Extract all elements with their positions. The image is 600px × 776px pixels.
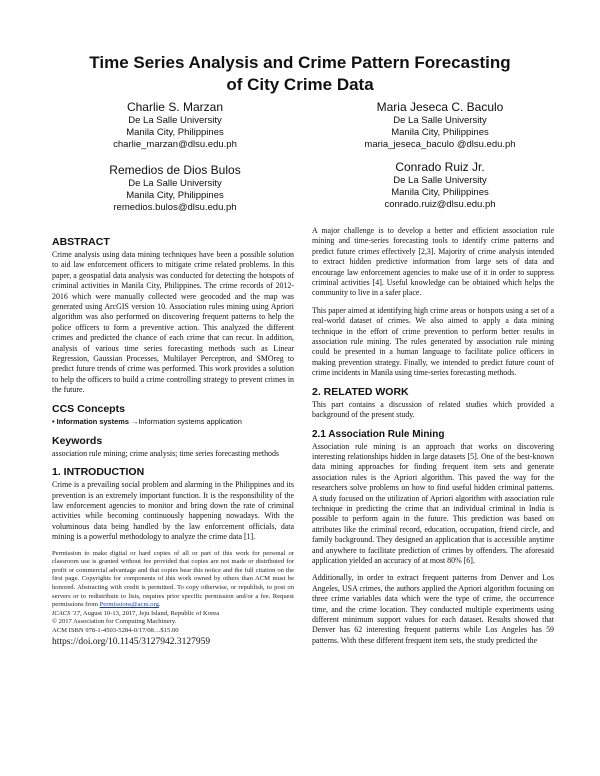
author-name: Remedios de Dios Bulos <box>109 163 241 177</box>
author-affiliation: De La Salle University <box>393 175 487 186</box>
conference-name: ICACS '17 <box>52 609 80 617</box>
author-affiliation: De La Salle University <box>128 115 222 126</box>
permission-notice <box>52 550 294 636</box>
author-email: maria_jeseca_baculo @dlsu.edu.ph <box>364 139 516 150</box>
abstract-heading: ABSTRACT <box>52 236 110 248</box>
ccs-heading: CCS Concepts <box>52 402 125 415</box>
intro-text: Crime is a prevailing social problem and alarming in the Philippines and its prevention is an extremely important function. It is the responsibility of the law enforcement agencies to monitor and bring down the rate of criminal activities while becoming continuously happening nowadays. With the voluminous data being handled by the law enforcement officials, data mining is a powerful methodology to analyze the crime data [1]. <box>52 480 294 542</box>
author-affiliation: De La Salle University <box>128 178 222 189</box>
author-city: Manila City, Philippines <box>126 190 224 201</box>
paragraph: Additionally, in order to extract frequent patterns from Denver and Los Angeles, USA crimes, the authors applied the Apriori algorithm focusing on three crime variables data which were the type of crime, the occurrence time, and the crime location. They conducted multiple experiments using different minimum support values for each dataset. Results showed that Denver has 62 interesting frequent patterns while Los Angeles has 59 patterns. With these different frequent item sets, the study predicted the <box>312 573 554 645</box>
intro-heading: 1. INTRODUCTION <box>52 466 145 479</box>
left-column <box>52 236 294 648</box>
author-email: conrado.ruiz@dlsu.edu.ph <box>384 199 496 210</box>
author-email: charlie_marzan@dlsu.edu.ph <box>113 139 237 150</box>
permissions-email-link[interactable]: Permissions@acm.org <box>99 601 159 609</box>
association-rule-heading: 2.1 Association Rule Mining <box>312 428 445 440</box>
paragraph: A major challenge is to develop a better and efficient association rule mining and time-series forecasting tools to identify crime patterns and predict future crimes effectively [2,3]. Majority of crime analysis intended to extract hidden predictive information from large sets of data and encourage law enforcement agencies to make use of it in order to suppress criminal activities [4]. Useful knowledge can be obtained which helps the community to live in a safer place. <box>312 226 554 298</box>
author-name: Maria Jeseca C. Baculo <box>376 100 504 114</box>
author-name: Conrado Ruiz Jr. <box>395 160 485 174</box>
copyright-line: © 2017 Association for Computing Machinery. <box>52 618 177 626</box>
ccs-bold: • Information systems <box>52 416 129 426</box>
ccs-rest: →Information systems application <box>128 416 242 426</box>
author-block-2 <box>325 100 555 151</box>
author-block-3 <box>60 163 290 214</box>
keywords-heading: Keywords <box>52 434 103 447</box>
author-name: Charlie S. Marzan <box>126 100 224 114</box>
right-column <box>312 226 554 653</box>
related-work-heading: 2. RELATED WORK <box>312 385 409 398</box>
author-affiliation: De La Salle University <box>393 115 487 126</box>
paragraph: This part contains a discussion of related studies which provided a background of the present study. <box>312 399 554 420</box>
abstract-text: Crime analysis using data mining techniques have been a possible solution to aid law enforcement officers to mitigate crime related problems. In this paper, a geospatial data analysis was conducted for detecting the hotspots of criminal activities in Manila City, Philippines. The crime records of 2012-2016 which were manually collected were geocoded and the map was generated using ArcGIS version 10. Association rules mining using Apriori algorithm was also performed on discovering frequent patterns to help the police officers to form a preventive action. This analyzed the different crimes and predicted the chance of each crime that can recur. In addition, analysis of various time series forecasting methods such as Linear Regression, Gaussian Processes, Multilayer Perceptron, and SMOreg to predict future trends of crime was performed. This work provides a solution to help the officers to build a crime controlling strategy to prevent crimes in the future. <box>52 250 294 395</box>
ccs-concepts <box>52 417 294 427</box>
author-email: remedios.bulos@dlsu.edu.ph <box>113 202 237 213</box>
title-line-1: Time Series Analysis and Crime Pattern Forecasting <box>89 53 511 72</box>
author-city: Manila City, Philippines <box>391 187 489 198</box>
title-line-2: of City Crime Data <box>226 75 374 94</box>
doi-link[interactable]: https://doi.org/10.1145/3127942.3127959 <box>52 637 211 648</box>
author-city: Manila City, Philippines <box>126 127 224 138</box>
permission-end: . <box>158 601 161 609</box>
paper-title <box>60 52 540 96</box>
paragraph: This paper aimed at identifying high crime areas or hotspots using a set of a real-world dataset of crimes. We also aimed to apply a data mining technique in the effort of crime prevention to perform better results in association rule mining. The rules generated by association rule mining could be presented in a human language to facilitate police officers in making prevention strategy. Finally, we intended to predict future count of crime incidents in Manila using time-series forecasting methods. <box>312 305 554 378</box>
author-block-1 <box>60 100 290 151</box>
keywords-text: association rule mining; crime analysis; time series forecasting methods <box>52 448 280 458</box>
author-block-4 <box>325 160 555 211</box>
conference-line <box>52 610 294 619</box>
permission-text: Permission to make digital or hard copies of all or part of this work for personal or classroom use is granted without fee provided that copies are not made or distributed for profit or commercial advantage and that copies bear this notice and the full citation on the first page. Copyrights for components of this work owned by others than ACM must be honored. Abstracting with credit is permitted. To copy otherwise, or republish, to post on servers or to redistribute to lists, requires prior specific permission and/or a fee. Request permissions from <box>52 549 294 609</box>
paragraph: Association rule mining is an approach that works on discovering interesting relationships hidden in large datasets [5]. One of the best-known data mining approaches for finding frequent item sets and generate association rules is the Apriori algorithm. This paved the way for the researchers solve problems on how to find useful hidden criminal patterns. A study focused on the utilization of Apriori algorithm with association rule technique in predicting the crime that an individual criminal in India is possible to perform again in the future. This prediction was based on attributes like the criminal record, education, occupation, friend circle, and family background. They designed an application that is accessible anytime and anywhere to facilitate prediction of crimes by offenders. The aforesaid application yielded an accuracy of at most 80% [6]. <box>312 441 554 565</box>
isbn-line: ACM ISBN 978-1-4503-5284-0/17/08…$15.00 <box>52 626 179 634</box>
conference-details: , August 10-13, 2017, Jeju Island, Republic of Korea <box>79 609 220 617</box>
author-city: Manila City, Philippines <box>391 127 489 138</box>
